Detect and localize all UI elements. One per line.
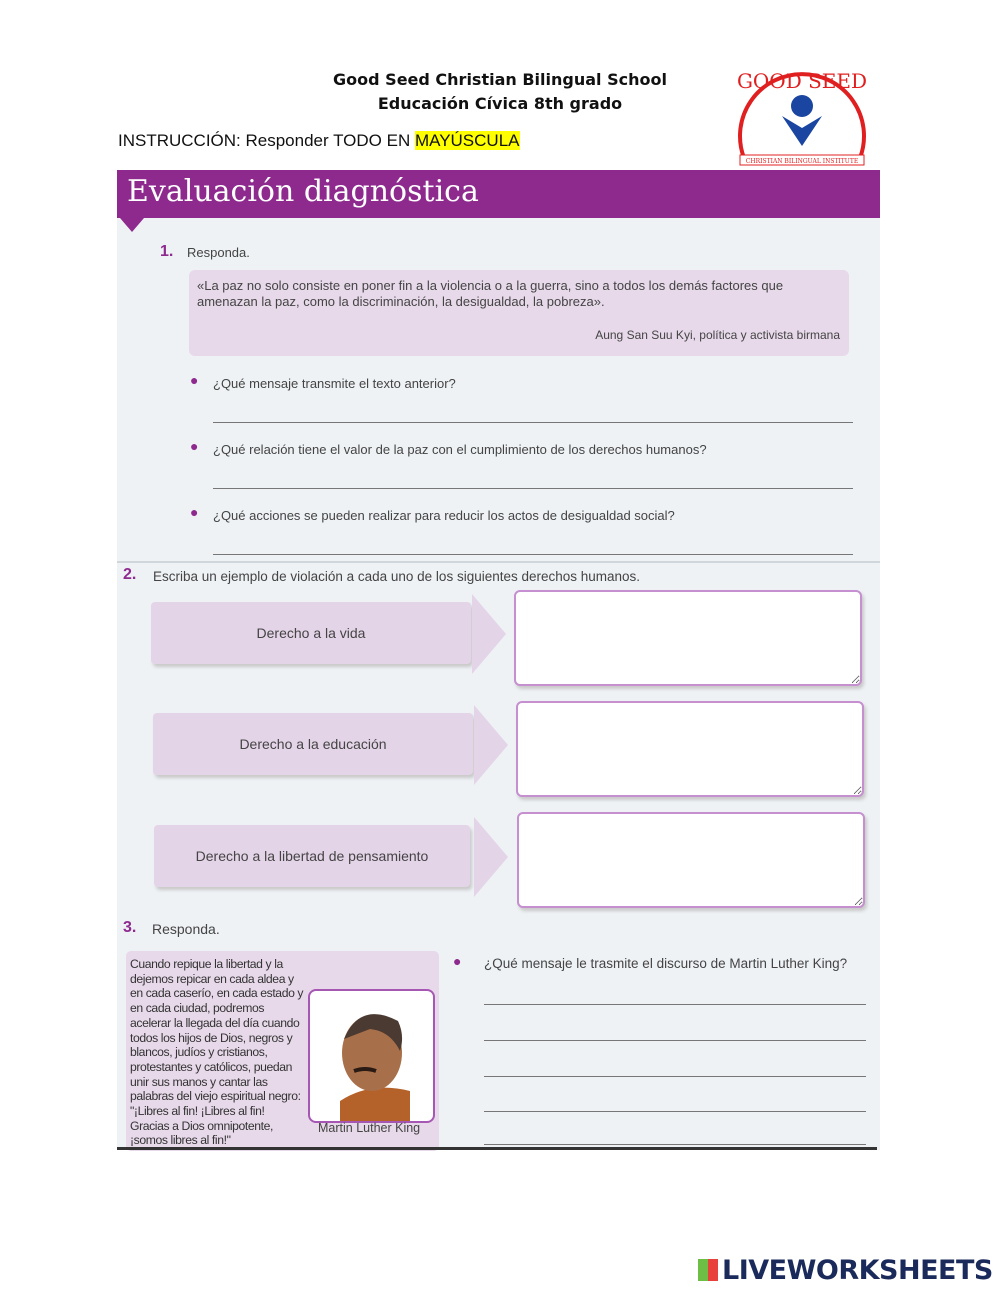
- svg-text:GOOD SEED: GOOD SEED: [736, 69, 868, 93]
- quote-author: Aung San Suu Kyi, política y activista birmana: [595, 328, 840, 342]
- section3-number: 3.: [123, 919, 137, 936]
- school-name: Good Seed Christian Bilingual School: [333, 70, 667, 89]
- speech-text: Cuando repique la libertad y la dejemos repicar en cada aldea y en cada caserío, en cada estado y en cada ciudad, podremos acelerar la llegada del día cuando todos los hijos de Dios, negros y blancos, judíos y cristianos, protestantes y católicos, puedan unir sus manos y cantar las palabras del viejo espiritual negro: "¡Libres al fin! ¡Libres al fin! Gracias a Dios omnipotente, ¡somos libres al fin!": [130, 957, 304, 1148]
- section-divider: [117, 561, 880, 563]
- answer-mlk-line-1[interactable]: [484, 988, 866, 1005]
- bullet-icon: ●: [190, 438, 199, 454]
- liveworksheets-brand: LIVEWORKSHEETS: [722, 1255, 993, 1286]
- quote-text: «La paz no solo consiste en poner fin a la violencia o a la guerra, sino a todos los demás factores que amenazan la paz, como la discriminación, la desigualdad, la pobreza».: [197, 278, 784, 309]
- answer-mlk-line-3[interactable]: [484, 1060, 866, 1077]
- right-label-educacion: Derecho a la educación: [153, 713, 473, 775]
- arrow-icon: [474, 705, 508, 785]
- answer-2-input[interactable]: [213, 470, 853, 489]
- answer-1-input[interactable]: [213, 404, 853, 423]
- portrait-caption: Martin Luther King: [318, 1121, 421, 1135]
- right-label-vida: Derecho a la vida: [151, 602, 471, 664]
- arrow-icon: [474, 817, 508, 897]
- page-title: Evaluación diagnóstica: [117, 170, 880, 218]
- answer-mlk-line-2[interactable]: [484, 1024, 866, 1041]
- bullet-icon: ●: [190, 504, 199, 520]
- portrait-illustration: [310, 991, 433, 1121]
- section1-number: 1.: [160, 243, 174, 260]
- answer-educacion-box[interactable]: [516, 701, 864, 797]
- section3-label: Responda.: [152, 921, 220, 937]
- school-logo: [732, 58, 872, 168]
- course-name: Educación Cívica 8th grado: [377, 94, 623, 113]
- arrow-icon: [472, 594, 506, 674]
- mlk-portrait: [308, 989, 435, 1123]
- question-mlk: ¿Qué mensaje le trasmite el discurso de Martin Luther King?: [484, 956, 848, 971]
- liveworksheets-icon: [698, 1259, 718, 1281]
- question-1: ¿Qué mensaje transmite el texto anterior?: [213, 376, 456, 391]
- bullet-icon: ●: [453, 953, 462, 969]
- answer-vida-box[interactable]: [514, 590, 862, 686]
- bullet-icon: ●: [190, 372, 199, 388]
- answer-mlk-line-5[interactable]: [484, 1128, 866, 1145]
- liveworksheets-logo: [698, 1255, 993, 1286]
- instruction-highlight: MAYÚSCULA: [414, 131, 520, 150]
- bottom-border: [117, 1147, 877, 1150]
- svg-text:CHRISTIAN BILINGUAL INSTITUTE: CHRISTIAN BILINGUAL INSTITUTE: [745, 158, 859, 165]
- answer-3-input[interactable]: [213, 536, 853, 555]
- instruction-text: INSTRUCCIÓN: Responder TODO EN: [118, 131, 415, 150]
- answer-mlk-line-4[interactable]: [484, 1095, 866, 1112]
- answer-pensamiento-box[interactable]: [517, 812, 865, 908]
- section1-label: Responda.: [187, 245, 250, 260]
- title-pointer: [120, 218, 144, 232]
- section2-label: Escriba un ejemplo de violación a cada uno de los siguientes derechos humanos.: [153, 569, 641, 584]
- section2-number: 2.: [123, 566, 137, 583]
- instruction: [118, 131, 520, 151]
- question-2: ¿Qué relación tiene el valor de la paz con el cumplimiento de los derechos humanos?: [213, 442, 707, 457]
- right-label-pensamiento: Derecho a la libertad de pensamiento: [154, 825, 470, 887]
- question-3: ¿Qué acciones se pueden realizar para reducir los actos de desigualdad social?: [213, 508, 675, 523]
